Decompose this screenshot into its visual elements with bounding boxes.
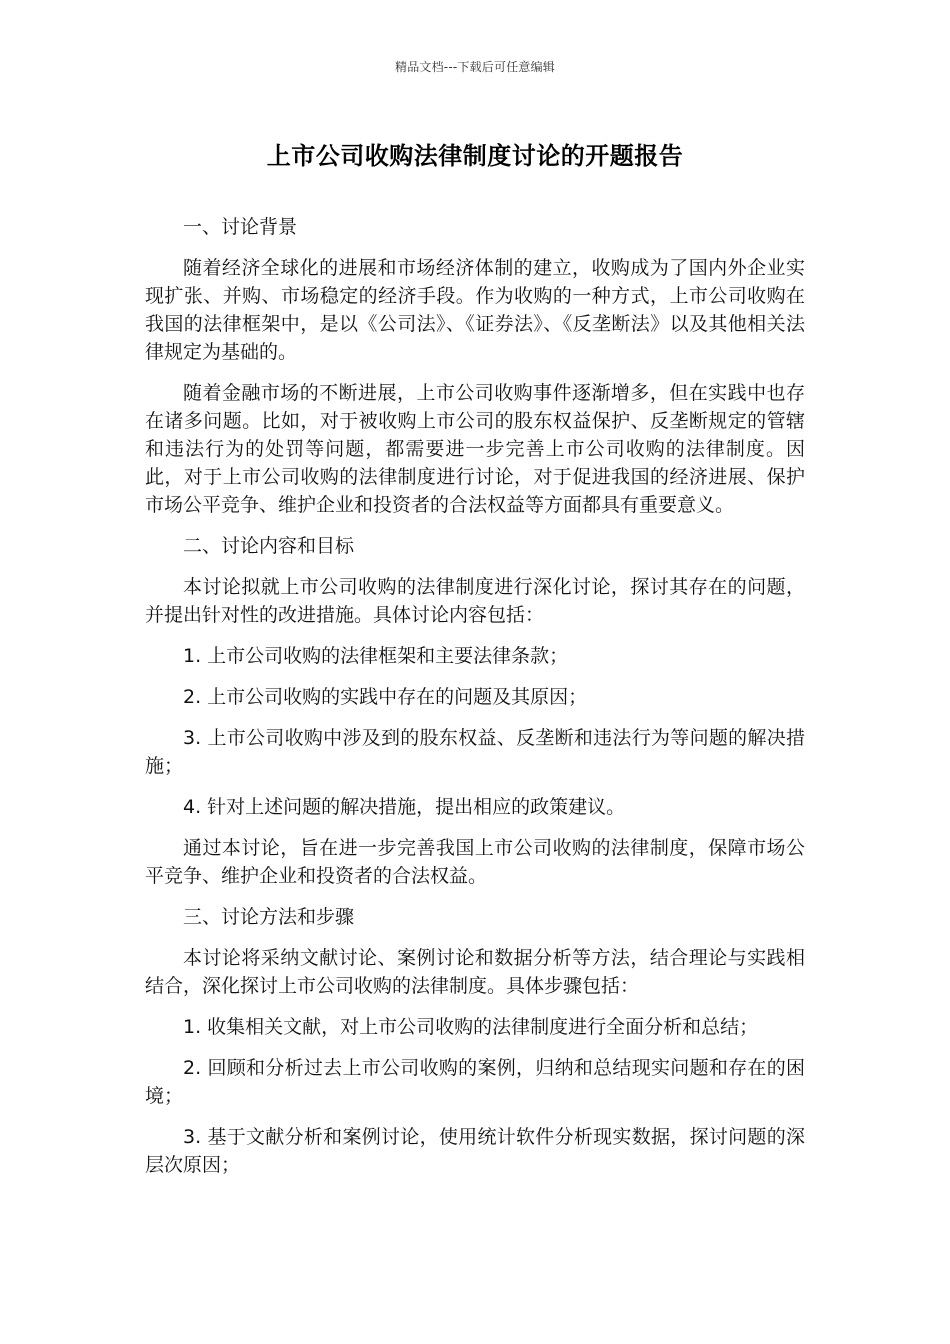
document-title: 上市公司收购法律制度讨论的开题报告 <box>266 142 684 170</box>
section-heading-content-goals: 二、讨论内容和目标 <box>183 535 355 557</box>
paragraph: 本讨论拟就上市公司收购的法律制度进行深化讨论，探讨其存在的问题，并提出针对性的改进措施。具体讨论内容包括： <box>145 576 805 626</box>
header-note: 精品文档---下载后可任意编辑 <box>395 60 555 74</box>
list-item: 3. 基于文献分析和案例讨论，使用统计软件分析现实数据，探讨问题的深层次原因； <box>145 1126 805 1176</box>
list-item: 4. 针对上述问题的解决措施，提出相应的政策建议。 <box>183 796 626 818</box>
section-heading-background: 一、讨论背景 <box>183 216 298 238</box>
paragraph: 随着经济全球化的进展和市场经济体制的建立，收购成为了国内外企业实现扩张、并购、市场稳定的经济手段。作为收购的一种方式，上市公司收购在我国的法律框架中，是以《公司法》、《证券法》、《反垄断法》以及其他相关法律规定为基础的。 <box>145 257 805 363</box>
list-item: 2. 上市公司收购的实践中存在的问题及其原因； <box>183 686 588 708</box>
section-heading-methods-steps: 三、讨论方法和步骤 <box>183 906 355 928</box>
paragraph: 通过本讨论，旨在进一步完善我国上市公司收购的法律制度，保障市场公平竞争、维护企业和投资者的合法权益。 <box>145 837 805 887</box>
list-item: 1. 上市公司收购的法律框架和主要法律条款； <box>183 645 569 667</box>
paragraph: 本讨论将采纳文献讨论、案例讨论和数据分析等方法，结合理论与实践相结合，深化探讨上市公司收购的法律制度。具体步骤包括： <box>145 947 805 997</box>
list-item: 1. 收集相关文献，对上市公司收购的法律制度进行全面分析和总结； <box>183 1016 759 1038</box>
list-item: 2. 回顾和分析过去上市公司收购的案例，归纳和总结现实问题和存在的困境； <box>145 1057 805 1107</box>
paragraph: 随着金融市场的不断进展，上市公司收购事件逐渐增多，但在实践中也存在诸多问题。比如，对于被收购上市公司的股东权益保护、反垄断规定的管辖和违法行为的处罚等问题，都需要进一步完善上市公司收购的法律制度。因此，对于上市公司收购的法律制度进行讨论，对于促进我国的经济进展、保护市场公平竞争、维护企业和投资者的合法权益等方面都具有重要意义。 <box>145 382 805 516</box>
list-item: 3. 上市公司收购中涉及到的股东权益、反垄断和违法行为等问题的解决措施； <box>145 727 805 777</box>
document-body <box>145 213 805 1192</box>
